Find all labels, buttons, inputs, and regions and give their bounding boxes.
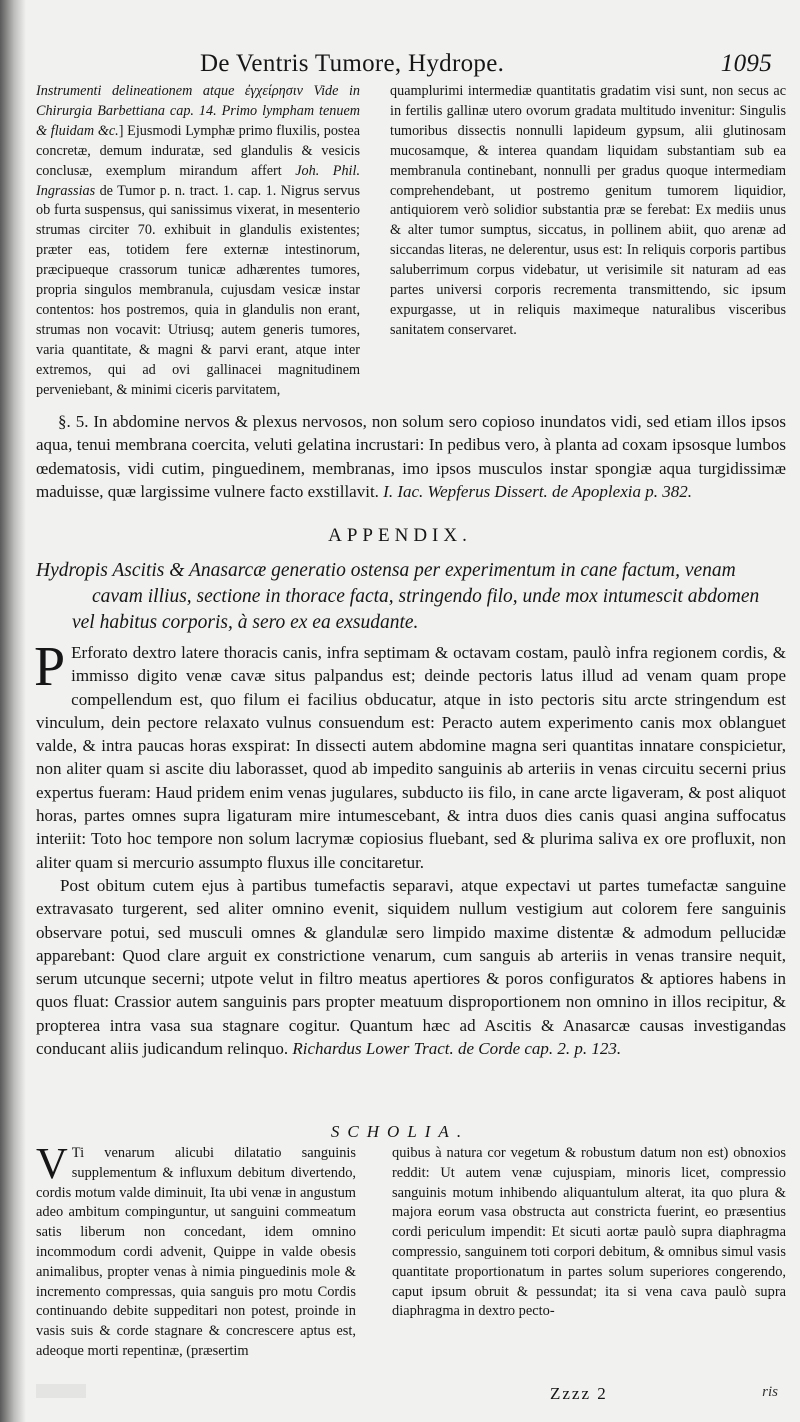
- drop-cap-p: P: [34, 636, 66, 698]
- signature-mark: Zzzz 2: [550, 1384, 608, 1403]
- running-head-title: De Ventris Tumore, Hydrope.: [200, 50, 505, 77]
- scholia-right-column: [392, 1144, 786, 1322]
- scholia-left-text: Ti venarum alicubi dilatatio sanguinis supplementum & influxum debitum divertendo, cordis motum valde diminuit, Ita ubi venæ in angustum adeo ambitum compinguntur, ut sanguini commeatum satis liberum non concedant, idem omnino incommodum cordi advenit, Quippe in valde obesis animalibus, propter venas à nimia pinguedinis mole & incremento compressas, quia sanguis pro motu Cordis continuando debite suppeditari non potest, proinde in vasis suis & corde stagnare & concrescere aptus est, adeoque morti repentinæ, (præsertim: [36, 1145, 356, 1359]
- subtitle-line-2: cavam illius, sectione in thorace facta, stringendo filo, unde mox intumescit abdomen: [92, 586, 760, 607]
- top-right-column: [390, 82, 786, 341]
- scholia-right-text: quibus à natura cor vegetum & robustum datum non est) obnoxios reddit: Ut autem venæ cujuspiam, minoris licet, compressio sanguinis motum inhibendo aliquantulum alterat, ita quo plura & majora eorum vasa obstructa aut constricta fuerint, eo præsentius cordi periculum impendit: Et sicuti aortæ paulò supra diaphragma compressio, sanguinem toti corpori debitum, & omnibus simul vasis quantitate proportionatum in partes solum superiores congerendo, caput ipsum obruit & pessundat; ita si vena cava paulò supra diaphragma in dextro pecto-: [392, 1145, 786, 1320]
- section-5: [36, 410, 786, 504]
- commentary-text-continued: de Tumor p. n. tract. 1. cap. 1. Nigrus servus ob furta suspensus, qui sanissimus vixerat, in mesenterio strumas circiter 70. exhibuit in glandulis existentes; præter eas, totidem fere externæ intestinorum, præcipueque crassorum tunicæ adhærentes tumores, propria singulos membranula, cujusdam vesicæ instar contentos: hos postremos, quia in glandulis non erant, strumas non vocavit: Utriusq; autem generis tumores, varia quantitate, & magni & parvi erant, atque inter extremos, qui ad ovi gallinacei magnitudinem perveniebant, & minimi ciceris parvitatem,: [36, 182, 360, 398]
- top-left-column: [36, 82, 360, 401]
- appendix-citation: Richardus Lower Tract. de Corde cap. 2. p. 123.: [292, 1039, 622, 1059]
- binding-gutter-shadow: [0, 0, 26, 1422]
- running-head: [200, 50, 780, 78]
- catchword: ris: [762, 1384, 778, 1400]
- section-text: In abdomine nervos & plexus nervosos, non solum sero copioso inundatos vidi, sed etiam illos ipsos aqua, tenui membrana coercita, veluti gelatina incrustari: In pedibus vero, à planta ad coxam ipsosque lumbos œdematosis, vidi cutim, pinguedinem, membranas, imo ipsos musculos instar spongiæ aqua turgidissimæ maduisse, quæ largissime vulnere facto exstillavit.: [36, 412, 786, 502]
- scholia-left-column: [36, 1139, 356, 1362]
- subtitle-line-3: vel habitus corporis, à sero ex ea exsudante.: [72, 612, 419, 633]
- author-reference: Joh. Phil. Ingrassias: [36, 162, 360, 199]
- page-number: 1095: [720, 50, 772, 77]
- appendix-paragraph-1: Erforato dextro latere thoracis canis, infra septimam & octavam costam, paulò infra regionem cordis, & immisso digito venæ cavæ situs palpandus est; deinde pectoris latus illud ad venam quam prope compellendum est, quo filum ei facilius obducatur, atque in isto pectoris situ arcte stringendum est vinculum, dein pectore relaxato vulnus consuendum est: Peracto autem experimento canis mox oblanguet valde, & intra paucas horas exspirat: In dissecti autem abdomine magna seri quantitas innatare conspicietur, non aliter quam si ascite diu laborasset, quod ab impedito sanguinis ab arteriis in venas circuitu secerni prius expertus fueram: Haud pridem enim venas jugulares, subducto iis filo, in cane arcte ligaveram, & post aliquot horas, partes omnes supra ligaturam mire intumescebant, & intra duos dies canis quasi angina suffocatus interiit: Toto hoc tempore non solum lacrymæ copiosius fluebant, sed & plurima saliva ex ore profluxit, non aliter quam si mercurio assumpto fluxus ille concitaretur.: [36, 643, 786, 872]
- section-label: §. 5.: [58, 412, 89, 431]
- section-citation: I. Iac. Wepferus Dissert. de Apoplexia p. 382.: [383, 482, 692, 502]
- appendix-paragraph-2: Post obitum cutem ejus à partibus tumefactis separavi, atque expectavi ut partes tumefactæ sanguine extravasato turgerent, sed aliter omnino evenit, siquidem nullum vestigium aut colorem fere sanguinis observare potui, sed musculi omnes & glandulæ sero limpido maxime distentæ & admodum pellucidæ apparebant: Quod clare arguit ex constrictione venarum, cum sanguis ab arteriis in venas transire nequit, serum utcunque secerni; utpote velut in filtro meatus apertiores & poros configuratos & aptiores habens in quos fluat: Crassior autem sanguinis pars propter meatuum disproportionem non omnino in illos recipitur, & propterea intra vasa sua stagnare cogitur. Quantum hæc ad Ascitis & Anasarcæ causas investigandas conducant aliis judicandum relinquo.: [36, 875, 786, 1059]
- scholia-heading: SCHOLIA.: [330, 1122, 470, 1141]
- subtitle-line-1: Hydropis Ascitis & Anasarcæ generatio ostensa per experimentum in cane factum, venam: [36, 560, 736, 581]
- appendix-subtitle: [36, 558, 786, 636]
- commentary-text: ] Ejusmodi Lymphæ primo fluxilis, postea concretæ, demum induratæ, sed glandulis & vesicis conclusæ, exemplum mirandum affert: [36, 122, 360, 179]
- drop-cap-v: V: [36, 1139, 68, 1188]
- instrument-reference: Instrumenti delineationem atque ἐγχείρησιν Vide in Chirurgia Barbettiana cap. 14.: [36, 83, 360, 119]
- appendix-heading: APPENDIX.: [328, 525, 472, 546]
- appendix-body: [34, 636, 786, 1060]
- ink-smudge: [36, 1384, 86, 1398]
- lemma: Primo lympham tenuem & fluidam &c.: [36, 102, 361, 139]
- commentary-continuation: quamplurimi intermediæ quantitatis gradatim visi sunt, non secus ac in fertilis gallinæ utero ovorum gradata multitudo invenitur: Singulis tumoribus dissectis nonnulli lapideum gypsum, alii glutinosam mucosamque, & interea quandam liquidam substantiam sub ea membranula continebant, nonnulli per gradus quoque intermediam comprehendebant, ut postremo genitum tumorem liquidior, antiquiorem verò solidior substantia præ se ferebat: Ex mediis unus & alter tumor sumptus, siccatus, in pollinem abiit, quo arenæ ad siccandas literas, ne delerentur, usus est: In reliquis corporis partibus saluberrimum corpus videbatur, ut verisimile sit naturam ad eas partes universi corporis recrementa transmittendo, sic ipsum expurgasse, ut in reliquis maximeque naturalibus visceribus sanitatem conservaret.: [390, 83, 786, 338]
